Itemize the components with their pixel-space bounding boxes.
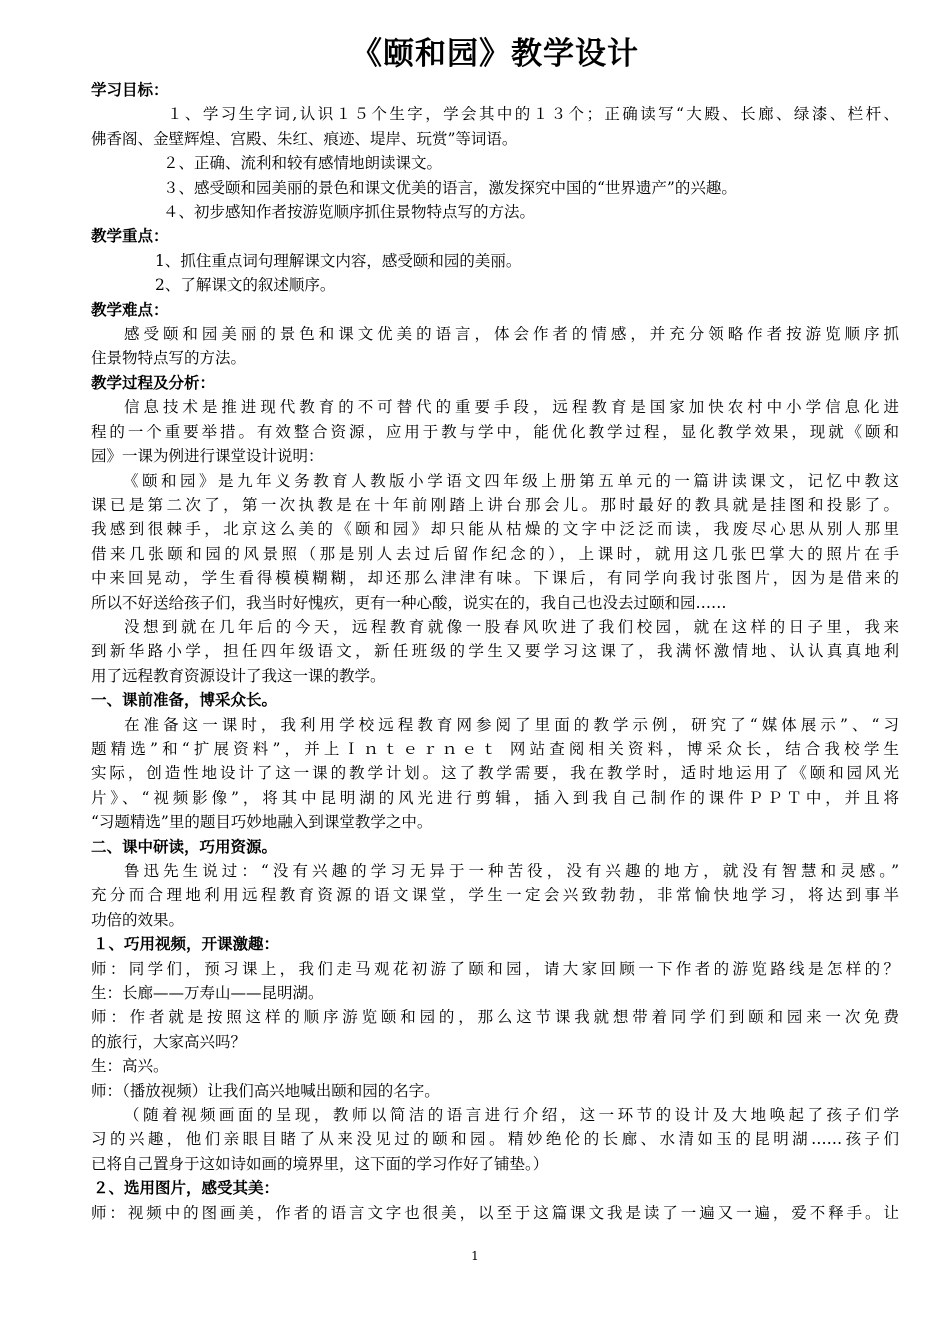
paragraph-line: 所以不好送给孩子们，我当时好愧疚，更有一种心酸，说实在的，我自己也没去过颐和园……	[91, 593, 727, 612]
paragraph-line: 《颐和园》是九年义务教育人教版小学语文四年级上册第五单元的一篇讲读课文，记忆中教这	[123, 471, 899, 490]
paragraph-line: ３、感受颐和园美丽的景色和课文优美的语言，激发探究中国的“世界遗产”的兴趣。	[163, 178, 737, 197]
section-heading-process: 教学过程及分析：	[91, 373, 216, 392]
paragraph-line: 佛香阁、金壁辉煌、宫殿、朱红、痕迹、堤岸、玩赏”等词语。	[91, 129, 518, 148]
section-heading-in-class: 二、课中研读，巧用资源。	[91, 837, 278, 856]
paragraph-line: 题精选”和“扩展资料”，并上Ｉｎｔｅｒｎｅｔ 网站查阅相关资料，博采众长，结合我校学生	[91, 739, 899, 758]
paragraph-line: 感受颐和园美丽的景色和课文优美的语言，体会作者的情感，并充分领略作者按游览顺序抓	[124, 325, 899, 344]
dialogue-line: 生：高兴。	[91, 1057, 169, 1076]
paragraph-line: 住景物特点写的方法。	[91, 349, 247, 368]
subsection-heading-video: １、巧用视频，开课激趣：	[93, 935, 280, 954]
document-page	[91, 30, 899, 1225]
dialogue-line: 师：视频中的图画美，作者的语言文字也很美，以至于这篇课文我是读了一遍又一遍，爱不释手。让	[91, 1203, 899, 1222]
paragraph-line: 已将自己置身于这如诗如画的境界里，这下面的学习作好了铺垫。）	[91, 1154, 549, 1173]
paragraph-line: 习的兴趣，他们亲眼目睹了从来没见过的颐和园。精妙绝伦的长廊、水清如玉的昆明湖……孩子们	[91, 1130, 899, 1149]
page-number: 1	[471, 1249, 479, 1263]
section-heading-teaching-focus: 教学重点：	[91, 227, 169, 246]
paragraph-line: （随着视频画面的呈现，教师以简洁的语言进行介绍，这一环节的设计及大地唤起了孩子们学	[124, 1106, 899, 1125]
subsection-heading-images: ２、选用图片，感受其美：	[93, 1179, 280, 1198]
section-heading-pre-class: 一、课前准备，博采众长。	[91, 691, 278, 710]
paragraph-line: 充分而合理地利用远程教育资源的语文课堂，学生一定会兴致勃勃，非常愉快地学习，将达到事半	[91, 886, 899, 905]
paragraph-line: 课已是第二次了，第一次执教是在十年前刚踏上讲台那会儿。那时最好的教具就是挂图和投影了。	[91, 495, 899, 514]
paragraph-line: 中来回晃动，学生看得模模糊糊，却还那么津津有味。下课后，有同学向我讨张图片，因为是借来的	[91, 569, 899, 588]
paragraph-line: 在准备这一课时，我利用学校远程教育网参阅了里面的教学示例，研究了“媒体展示”、“习	[124, 715, 899, 734]
paragraph-line: ４、初步感知作者按游览顺序抓住景物特点写的方法。	[163, 203, 536, 222]
dialogue-line: 师：同学们，预习课上，我们走马观花初游了颐和园，请大家回顾一下作者的游览路线是怎样的？	[91, 959, 899, 978]
paragraph-line: 我感到很棘手，北京这么美的《颐和园》却只能从枯燥的文字中泛泛而读，我废尽心思从别人那里	[91, 520, 899, 539]
dialogue-line: 师：作者就是按照这样的顺序游览颐和园的，那么这节课我就想带着同学们到颐和园来一次免费	[91, 1008, 899, 1027]
document-title: 《颐和园》教学设计	[351, 36, 639, 72]
dialogue-line: 师：（播放视频）让我们高兴地喊出颐和园的名字。	[91, 1081, 440, 1100]
paragraph-line: 到新华路小学，担任四年级语文，新任班级的学生又要学习这课了，我满怀激情地、认认真真地利	[91, 642, 899, 661]
dialogue-line: 生：长廊——万寿山——昆明湖。	[91, 984, 324, 1003]
paragraph-line: 借来几张颐和园的风景照（那是别人去过后留作纪念的），上课时，就用这几张巴掌大的照片在手	[91, 544, 899, 563]
paragraph-line: 片》、“视频影像”，将其中昆明湖的风光进行剪辑，插入到我自己制作的课件ＰＰＴ中，并且将	[91, 788, 899, 807]
paragraph-line: 实际，创造性地设计了这一课的教学计划。这了教学需要，我在教学时，适时地运用了《颐和园风光	[91, 764, 899, 783]
section-heading-learning-objectives: 学习目标：	[91, 81, 169, 99]
paragraph-line: ２、正确、流利和较有感情地朗读课文。	[163, 154, 443, 173]
paragraph-line: 鲁迅先生说过：“没有兴趣的学习无异于一种苦役，没有兴趣的地方，就没有智慧和灵感。”	[124, 862, 899, 880]
paragraph-line: 2、了解课文的叙述顺序。	[155, 276, 336, 295]
paragraph-line: 园》一课为例进行课堂设计说明：	[91, 447, 324, 466]
paragraph-line: 用了远程教育资源设计了我这一课的教学。	[91, 666, 386, 685]
paragraph-line: 没想到就在几年后的今天，远程教育就像一股春风吹进了我们校园，就在这样的日子里，我来	[124, 617, 899, 636]
paragraph-line: “习题精选”里的题目巧妙地融入到课堂教学之中。	[91, 813, 433, 832]
paragraph-line: １、学习生字词,认识１５个生字，学会其中的１３个；正确读写“大殿、长廊、绿漆、栏杆、	[167, 105, 899, 124]
paragraph-line: 程的一个重要举措。有效整合资源，应用于教与学中，能优化教学过程，显化教学效果，现就《颐和	[91, 422, 899, 441]
paragraph-line: 信息技术是推进现代教育的不可替代的重要手段，远程教育是国家加快农村中小学信息化进	[124, 398, 899, 417]
paragraph-line: 1、抓住重点词句理解课文内容，感受颐和园的美丽。	[155, 251, 522, 270]
paragraph-line: 功倍的效果。	[91, 910, 185, 929]
section-heading-teaching-difficulty: 教学难点：	[91, 300, 169, 319]
dialogue-line: 的旅行，大家高兴吗？	[91, 1032, 247, 1051]
